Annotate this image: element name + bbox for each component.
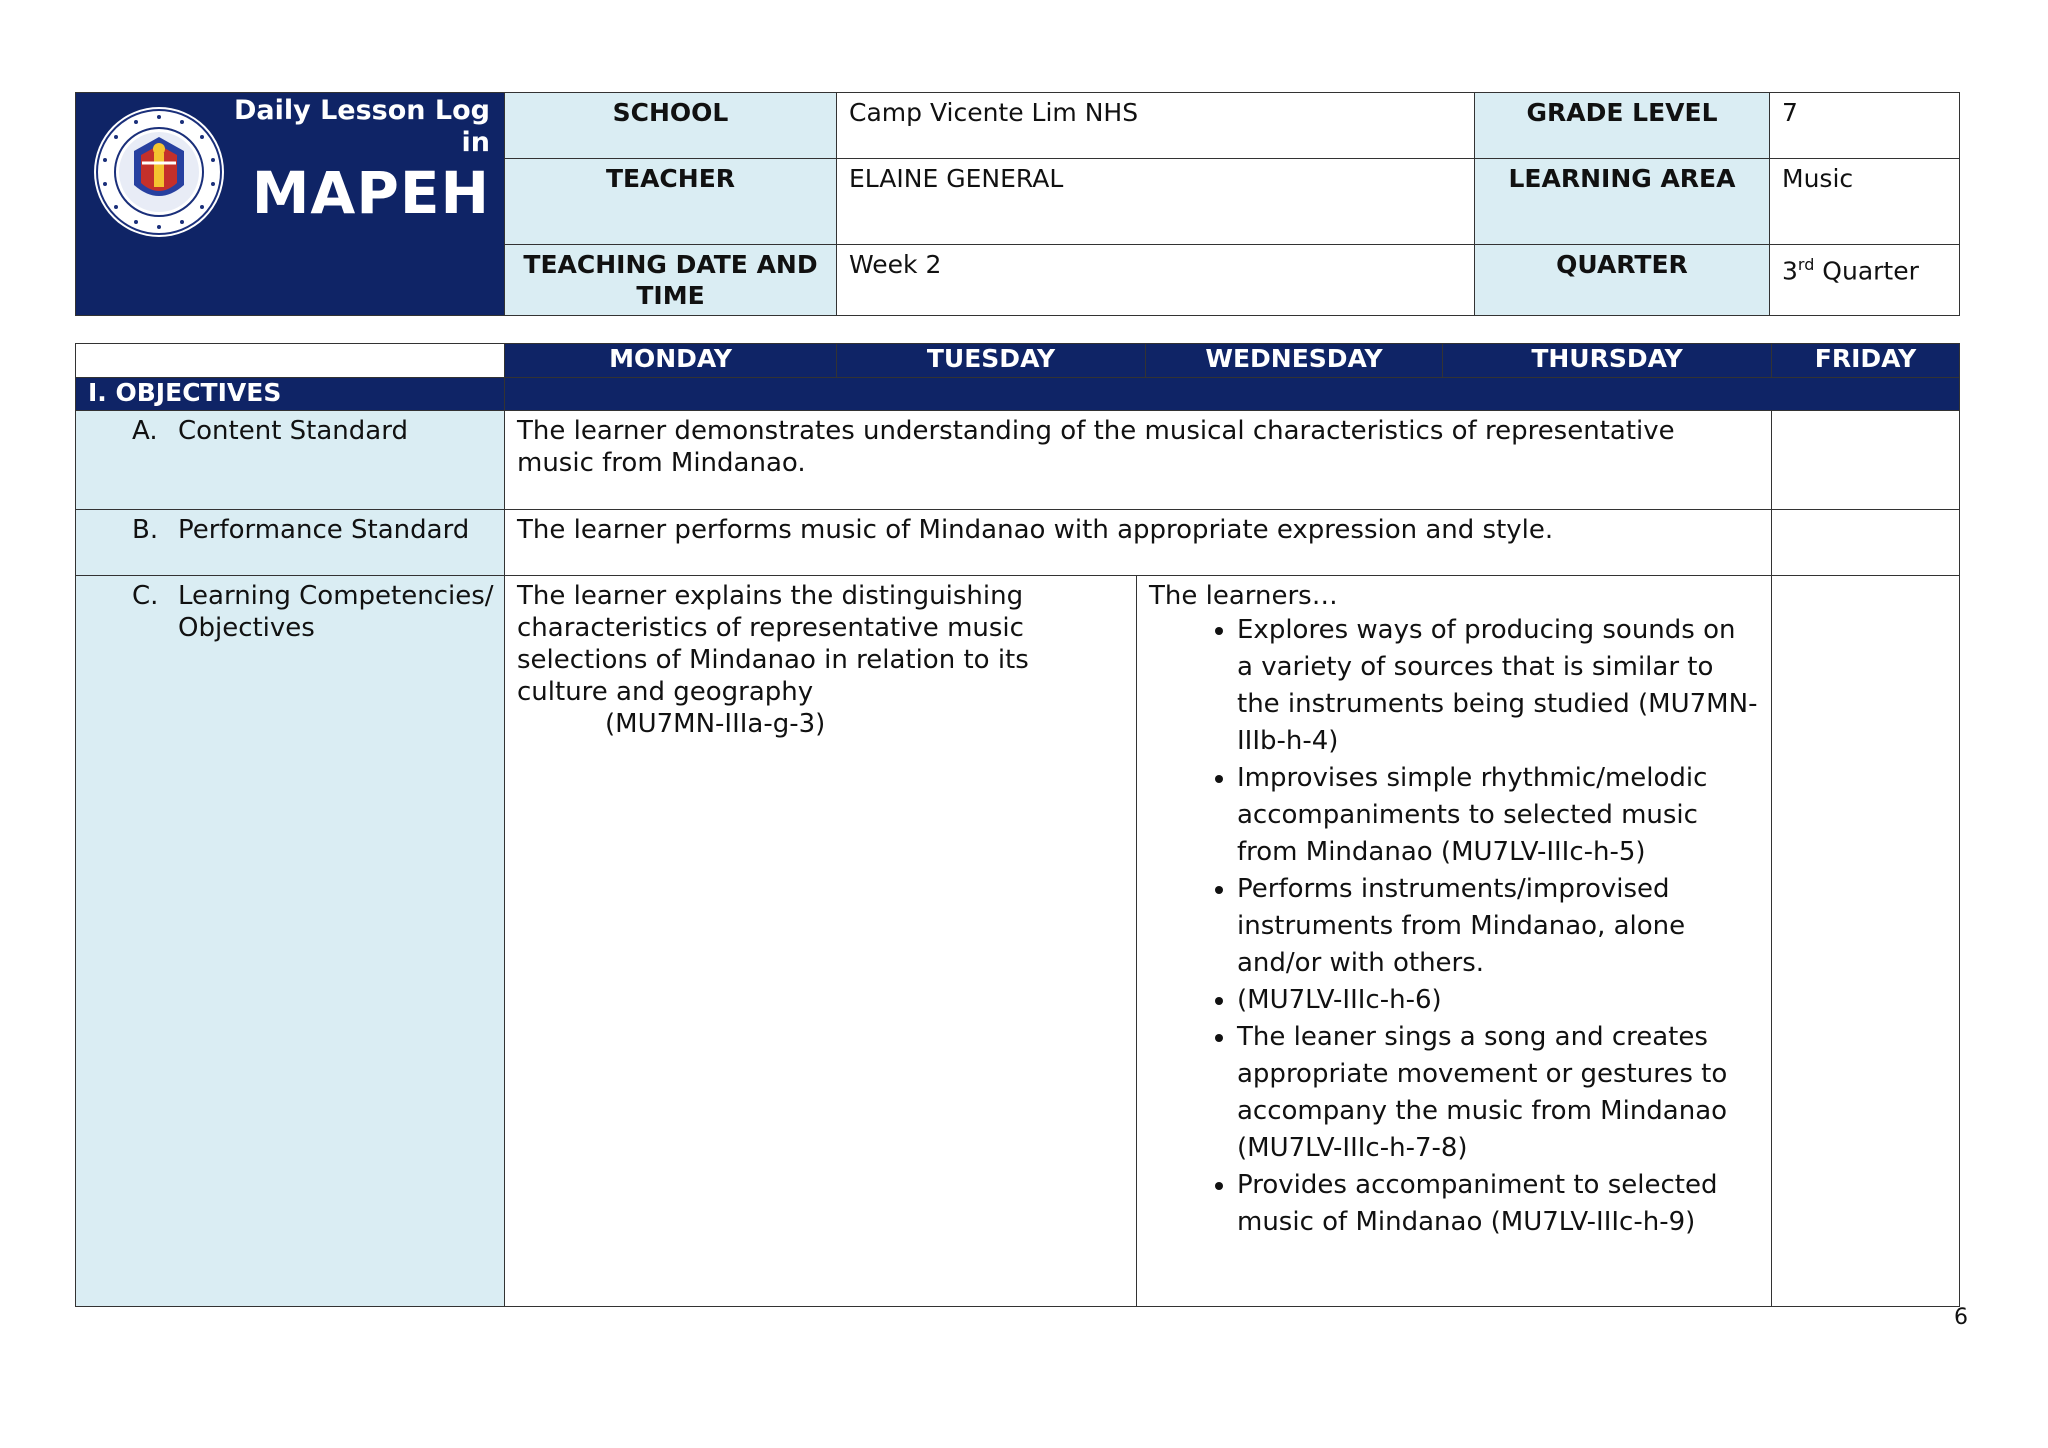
brand-title: Daily Lesson Log in	[233, 95, 490, 158]
page-number: 6	[1954, 1305, 1968, 1330]
friday-cell-performance	[1772, 510, 1960, 576]
teacher-label: TEACHER	[505, 159, 837, 245]
list-item: • Explores ways of producing sounds on a variety of sources that is similar to the instruments being studied (MU7MN-IIIb-h-4)	[1237, 612, 1759, 760]
row-label-performance-standard: B. Performance Standard	[76, 510, 505, 576]
lesson-table	[75, 343, 1960, 1307]
day-header-friday: FRIDAY	[1772, 344, 1960, 378]
list-item: • Improvises simple rhythmic/melodic accompaniments to selected music from Mindanao (MU7LV-IIIc-h-5)	[1237, 760, 1759, 871]
section-title-objectives: I. OBJECTIVES	[76, 378, 505, 411]
competency-list	[1149, 612, 1759, 1241]
competency-code: (MU7MN-IIIa-g-3)	[605, 709, 826, 739]
school-label: SCHOOL	[505, 93, 837, 159]
list-item: • The leaner sings a song and creates appropriate movement or gestures to accompany the music from Mindanao (MU7LV-IIIc-h-7-8)	[1237, 1019, 1759, 1167]
day-header-wednesday: WEDNESDAY	[1146, 344, 1443, 378]
day-header-tuesday: TUESDAY	[837, 344, 1146, 378]
day-header-thursday: THURSDAY	[1443, 344, 1772, 378]
friday-cell-competencies	[1772, 576, 1960, 1307]
competencies-left-text: The learner explains the distinguishing characteristics of representative music selections of Mindanao in relation to its culture and geography (MU7MN-IIIa-g-3)	[505, 576, 1137, 1307]
brand-subject: MAPEH	[251, 159, 490, 227]
list-item: • Performs instruments/improvised instruments from Mindanao, alone and/or with others.	[1237, 871, 1759, 982]
brand-panel	[76, 93, 505, 316]
performance-standard-text: The learner performs music of Mindanao with appropriate expression and style.	[505, 510, 1772, 576]
row-label-content-standard: A. Content Standard	[76, 411, 505, 510]
grade-level-label: GRADE LEVEL	[1475, 93, 1770, 159]
competencies-intro: The learners…	[1149, 581, 1338, 611]
list-item: • Provides accompaniment to selected music of Mindanao (MU7LV-IIIc-h-9)	[1237, 1167, 1759, 1241]
teacher-value: ELAINE GENERAL	[837, 159, 1475, 245]
grade-level-value: 7	[1770, 93, 1960, 159]
day-header-monday: MONDAY	[505, 344, 837, 378]
corner-cell	[76, 344, 505, 378]
quarter-label: QUARTER	[1475, 245, 1770, 316]
header-table	[75, 92, 1960, 316]
teaching-date-value: Week 2	[837, 245, 1475, 316]
row-label-competencies: C. Learning Competencies/ Objectives	[76, 576, 505, 1307]
friday-cell-content	[1772, 411, 1960, 510]
teaching-date-label: TEACHING DATE AND TIME	[505, 245, 837, 316]
section-band	[505, 378, 1960, 411]
content-standard-text: The learner demonstrates understanding of the musical characteristics of representative music from Mindanao.	[505, 411, 1772, 510]
learning-area-label: LEARNING AREA	[1475, 159, 1770, 245]
quarter-value: 3rd Quarter	[1770, 245, 1960, 316]
school-value: Camp Vicente Lim NHS	[837, 93, 1475, 159]
learning-area-value: Music	[1770, 159, 1960, 245]
competencies-right-text	[1137, 576, 1772, 1307]
deped-seal-icon	[92, 105, 226, 239]
list-item: • (MU7LV-IIIc-h-6)	[1237, 982, 1759, 1019]
